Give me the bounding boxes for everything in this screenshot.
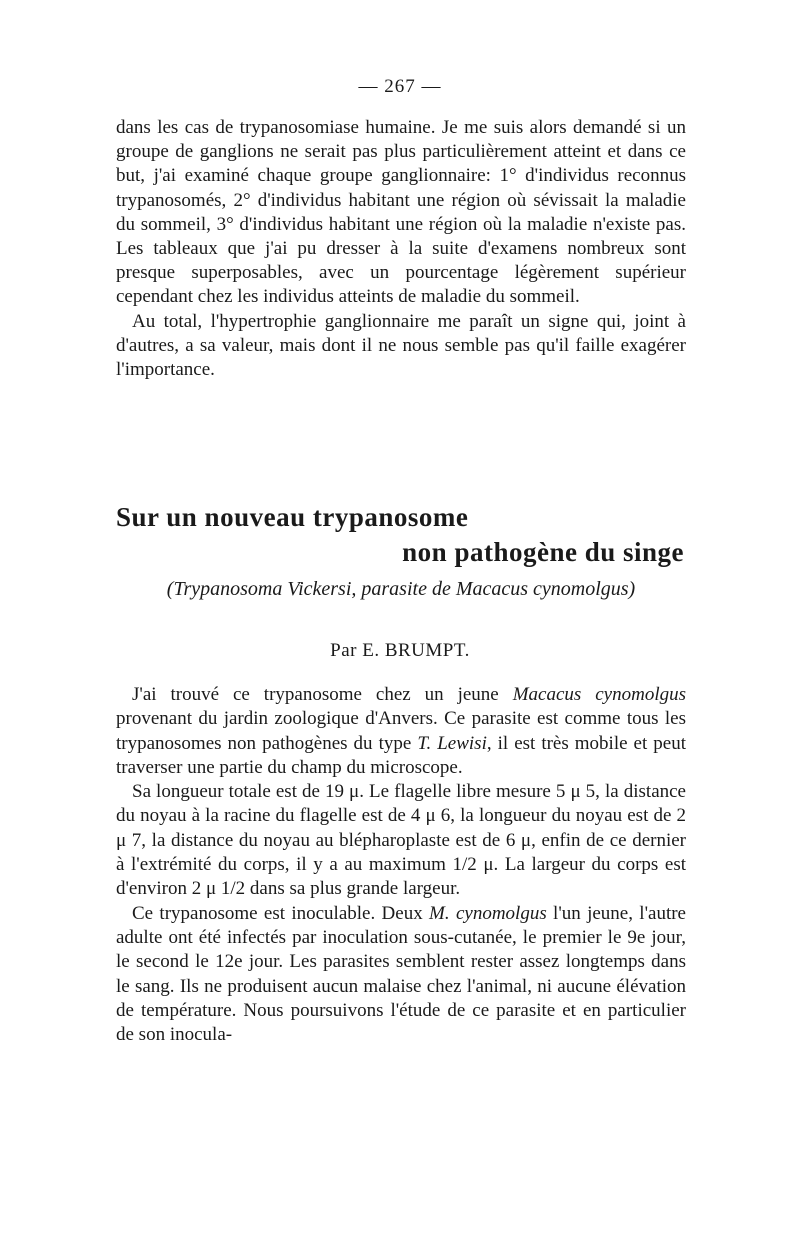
type-name: T. Lewisi	[417, 732, 487, 754]
article-author: Par E. BRUMPT.	[330, 640, 470, 661]
body-paragraph-3-text-b: l'un jeune, l'autre adulte ont été infectés par inoculation sous-cutanée, le premier le 9e jour, le second le 12e jour. Les parasites semblent rester assez longtemps dans le sang. Ils ne produisent aucun malaise chez l'animal, ni aucune élévation de température. Nous poursuivons l'étude de ce parasite et en particulier de son inocula-	[116, 902, 686, 1046]
body-paragraph-2: Sa longueur totale est de 19 μ. Le flagelle libre mesure 5 μ 5, la distance du noyau à la racine du flagelle est de 4 μ 6, la longueur du noyau est de 2 μ 7, la distance du noyau au blépharoplaste est de 6 μ, enfin de ce dernier à l'extrémité du corps, il y a au maximum 1/2 μ. La largeur du corps est d'environ 2 μ 1/2 dans sa plus grande largeur.	[116, 781, 686, 900]
paragraph-continuation: dans les cas de trypanosomiase humaine. Je me suis alors demandé si un groupe de ganglions ne serait pas plus particulièrement atteint et dans ce but, j'ai examiné chaque groupe ganglionnaire: 1° d'individus reconnus trypanosomés, 2° d'individus habitant une région où sévissait la maladie du sommeil, 3° d'individus habitant une région où la maladie n'existe pas. Les tableaux que j'ai pu dresser à la suite d'examens nombreux sont presque superposables, avec un pourcentage légèrement supérieur cependant chez les individus atteints de maladie du sommeil.	[116, 117, 686, 308]
article-title-line-2: non pathogène du singe	[402, 537, 684, 567]
body-paragraph-1-text-c: , il est très mobile et peut traverser une partie du champ du microscope.	[116, 732, 686, 778]
paragraph-conclusion: Au total, l'hypertrophie ganglionnaire me paraît un signe qui, joint à d'autres, a sa valeur, mais dont il ne nous semble pas qu'il faille exagérer l'importance.	[116, 310, 686, 381]
body-paragraph-1	[116, 683, 686, 780]
article-title-line-1: Sur un nouveau trypanosome	[116, 502, 469, 532]
previous-article-end	[116, 116, 686, 382]
article-subtitle: (Trypanosoma Vickersi, parasite de Macacus cynomolgus)	[166, 578, 636, 600]
body-paragraph-3	[116, 902, 686, 1048]
species-name: Macacus cynomolgus	[512, 684, 686, 705]
species-abbrev: M. cynomolgus	[429, 902, 547, 924]
body-paragraph-1-text-b: provenant du jardin zoologique d'Anvers. Ce parasite est comme tous les trypanosomes non pathogènes du type	[116, 708, 686, 754]
body-paragraph-3-text-a: Ce trypanosome est inoculable. Deux	[132, 902, 430, 924]
page-number: — 267 —	[358, 76, 442, 97]
body-paragraph-1-text-a: J'ai trouvé ce trypanosome chez un jeune	[132, 684, 513, 705]
article-body	[116, 683, 686, 1047]
